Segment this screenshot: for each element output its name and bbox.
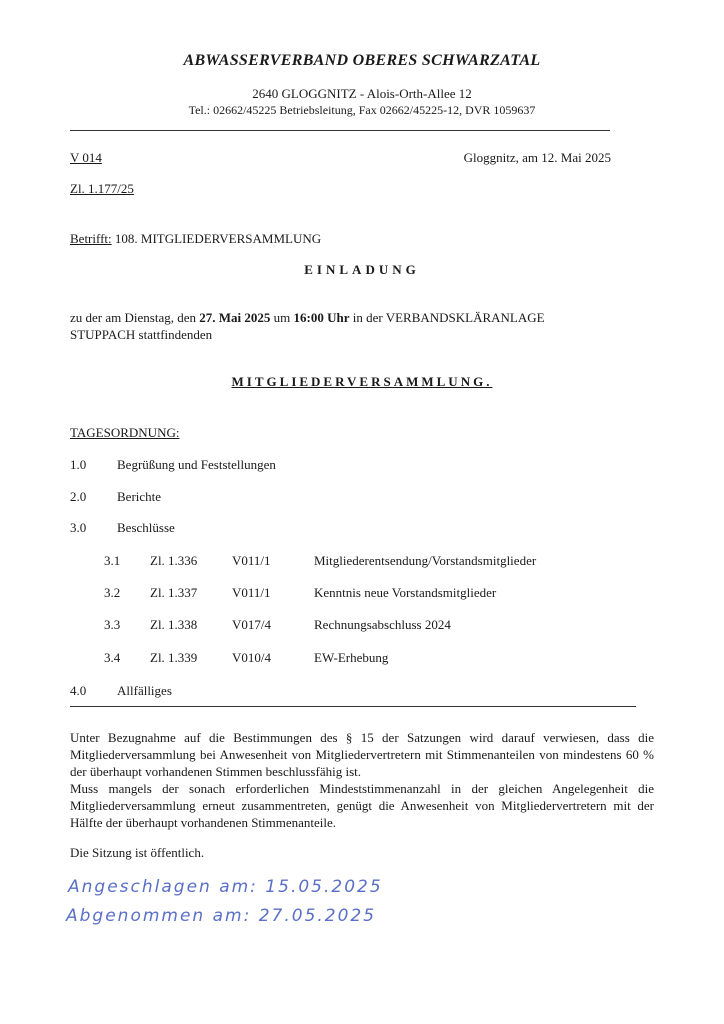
subitem-zl: Zl. 1.336	[150, 553, 198, 568]
reference-number: V 014	[70, 150, 102, 165]
invitation-text-part2: um	[270, 310, 294, 325]
quorum-paragraph: Unter Bezugnahme auf die Bestimmungen des § 15 der Satzungen wird darauf verwiesen, dass die Mitgliederversammlung bei Anwesenheit von Mitgliedervertretern mit Stimmenanteilen von mindestens 60 % der überhaupt vorhandenen Stimmen beschlussfähig ist.	[70, 730, 654, 779]
agenda-item-label: Begrüßung und Feststellungen	[117, 457, 276, 472]
public-notice: Die Sitzung ist öffentlich.	[70, 845, 205, 860]
subject-line	[70, 231, 321, 247]
subitem-num: 3.2	[104, 585, 121, 600]
subitem-zl: Zl. 1.339	[150, 650, 198, 665]
address-line: 2640 GLOGGNITZ - Alois-Orth-Allee 12	[252, 86, 472, 101]
subitem-num: 3.3	[104, 617, 121, 632]
meeting-time: 16:00 Uhr	[293, 310, 350, 325]
invitation-text-part1: zu der am Dienstag, den	[70, 310, 200, 325]
contact-line: Tel.: 02662/45225 Betriebsleitung, Fax 02662/45225-12, DVR 1059637	[188, 103, 536, 117]
subitem-zl: Zl. 1.337	[150, 585, 198, 600]
organization-name: ABWASSERVERBAND OBERES SCHWARZATAL	[183, 52, 541, 69]
file-number: Zl. 1.177/25	[70, 181, 134, 196]
invitation-text-part3: in der VERBANDSKLÄRANLAGE	[349, 310, 545, 325]
subitem-num: 3.1	[104, 553, 121, 568]
agenda-item-label: Allfälliges	[117, 683, 172, 698]
agenda-item-label: Beschlüsse	[117, 520, 175, 535]
handwritten-posted-note: Angeschlagen am: 15.05.2025	[68, 877, 383, 897]
subitem-label: Kenntnis neue Vorstandsmitglieder	[314, 585, 497, 600]
agenda-item-num: 1.0	[70, 457, 87, 472]
reconvene-paragraph: Muss mangels der sonach erforderlichen Mindeststimmenanzahl in der gleichen Angelegenheit die Mitgliederversammlung erneut zusammentreten, genügt die Anwesenheit von Mitgliedervertretern mit der Hälfte der überhaupt vorhandenen Stimmenanteile.	[70, 781, 654, 830]
subitem-num: 3.4	[104, 650, 121, 665]
invitation-text-line2: STUPPACH stattfindenden	[70, 327, 213, 342]
subitem-code: V011/1	[232, 585, 271, 600]
subitem-label: Mitgliederentsendung/Vorstandsmitglieder	[314, 553, 537, 568]
subject-text: 108. MITGLIEDERVERSAMMLUNG	[114, 231, 322, 246]
assembly-title: MITGLIEDERVERSAMMLUNG.	[231, 374, 493, 389]
agenda-divider	[70, 706, 636, 707]
invitation-title: EINLADUNG	[304, 262, 420, 277]
header-divider	[70, 130, 610, 131]
place-date: Gloggnitz, am 12. Mai 2025	[463, 150, 611, 165]
subject-label: Betrifft:	[70, 231, 112, 246]
subitem-label: Rechnungsabschluss 2024	[314, 617, 451, 632]
meeting-date: 27. Mai 2025	[199, 310, 271, 325]
subitem-zl: Zl. 1.338	[150, 617, 198, 632]
subitem-code: V017/4	[232, 617, 271, 632]
agenda-item-num: 2.0	[70, 489, 87, 504]
subitem-label: EW-Erhebung	[314, 650, 389, 665]
agenda-item-num: 3.0	[70, 520, 87, 535]
agenda-heading: TAGESORDNUNG:	[70, 425, 180, 440]
subitem-code: V011/1	[232, 553, 271, 568]
subitem-code: V010/4	[232, 650, 271, 665]
agenda-item-label: Berichte	[117, 489, 162, 504]
agenda-item-num: 4.0	[70, 683, 87, 698]
handwritten-removed-note: Abgenommen am: 27.05.2025	[66, 906, 377, 926]
invitation-text-line1	[70, 310, 545, 326]
